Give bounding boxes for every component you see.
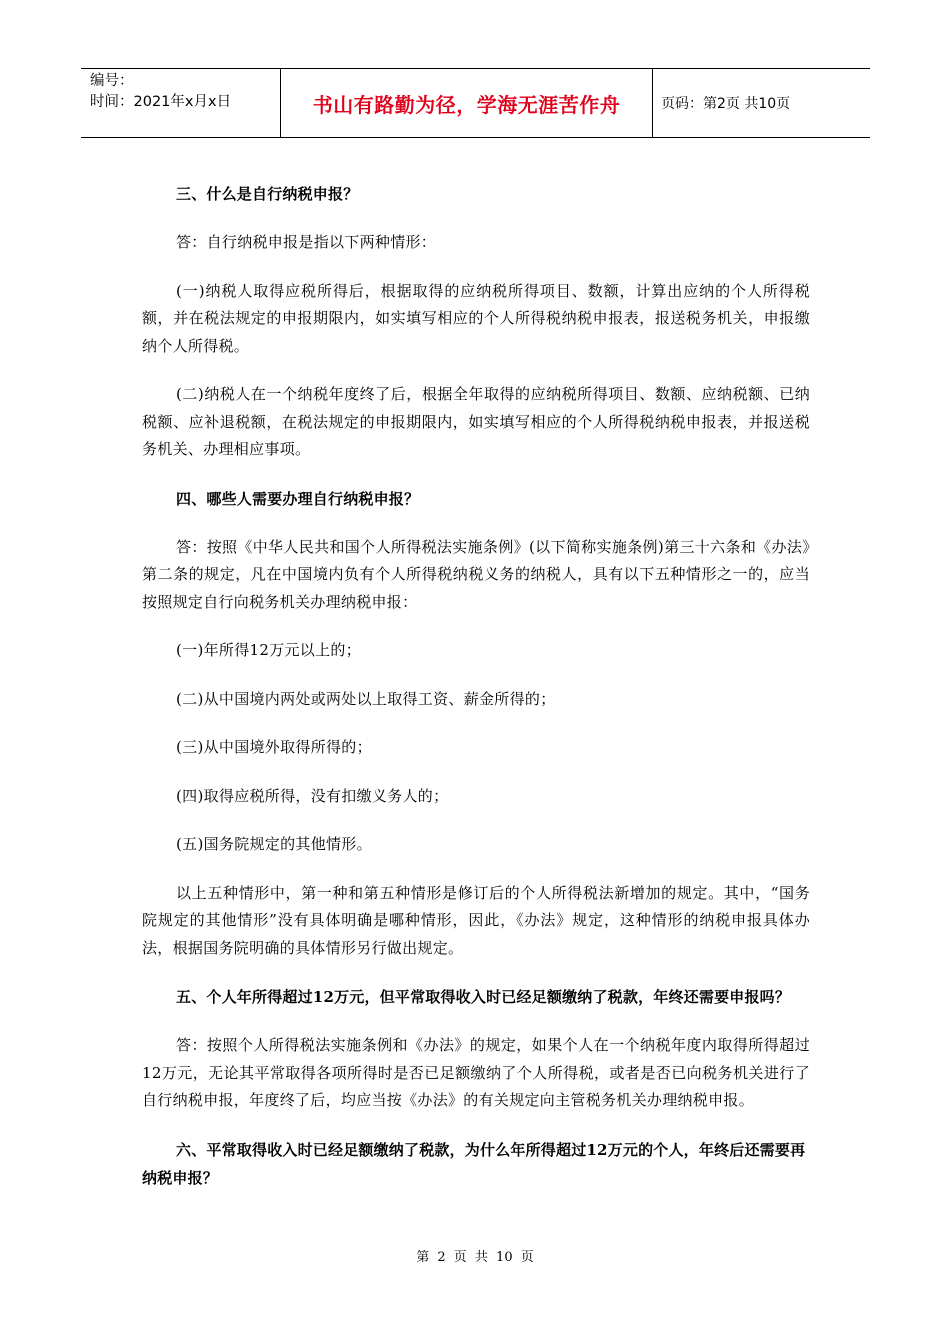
header-meta — [81, 69, 281, 137]
paragraph: (一)纳税人取得应税所得后，根据取得的应纳税所得项目、数额，计算出应纳的个人所得税额，并在税法规定的申报期限内，如实填写相应的个人所得税纳税申报表，报送税务机关，申报缴纳个人所得税。 — [142, 281, 810, 355]
time-label: 时间：2021年x月x日 — [90, 94, 232, 110]
number-label: 编号： — [90, 73, 134, 89]
paragraph: (二)从中国境内两处或两处以上取得工资、薪金所得的； — [176, 689, 556, 708]
question-heading: 五、个人年所得超过12万元，但平常取得收入时已经足额缴纳了税款，年终还需要申报吗？ — [176, 988, 791, 1006]
paragraph: 答：自行纳税申报是指以下两种情形： — [176, 233, 437, 251]
header-page-info: 页码：第2页 共10页 — [661, 96, 791, 112]
question-heading: 四、哪些人需要办理自行纳税申报？ — [176, 489, 420, 508]
document-body — [142, 180, 810, 1213]
paragraph: 答：按照《中华人民共和国个人所得税法实施条例》(以下简称实施条例)第三十六条和《办法》第二条的规定，凡在中国境内负有个人所得税纳税义务的纳税人，具有以下五种情形之一的，应当按照规定自行向税务机关办理纳税申报： — [142, 537, 810, 611]
paragraph: (一)年所得12万元以上的； — [176, 641, 361, 659]
paragraph: (四)取得应税所得，没有扣缴义务人的； — [176, 786, 449, 805]
page-footer: 第 2 页 共 10 页 — [416, 1250, 534, 1265]
paragraph: 以上五种情形中，第一种和第五种情形是修订后的个人所得税法新增加的规定。其中，“国务院规定的其他情形”没有具体明确是哪种情形，因此，《办法》规定，这种情形的纳税申报具体办法，根据国务院明确的具体情形另行做出规定。 — [142, 883, 810, 957]
question-heading: 六、平常取得收入时已经足额缴纳了税款，为什么年所得超过12万元的个人，年终后还需要再纳税申报？ — [142, 1140, 806, 1187]
header-motto: 书山有路勤为径，学海无涯苦作舟 — [281, 69, 653, 137]
question-heading: 三、什么是自行纳税申报？ — [176, 185, 359, 203]
paragraph: (三)从中国境外取得所得的； — [176, 738, 372, 756]
paragraph: 答：按照个人所得税法实施条例和《办法》的规定，如果个人在一个纳税年度内取得所得超过12万元，无论其平常取得各项所得时是否已足额缴纳了个人所得税，或者是否已向税务机关进行了自行纳税申报，年度终了后，均应当按《办法》的有关规定向主管税务机关办理纳税申报。 — [142, 1036, 810, 1109]
paragraph: (二)纳税人在一个纳税年度终了后，根据全年取得的应纳税所得项目、数额、应纳税额、已纳税额、应补退税额，在税法规定的申报期限内，如实填写相应的个人所得税纳税申报表，并报送税务机关、办理相应事项。 — [142, 385, 810, 458]
paragraph: (五)国务院规定的其他情形。 — [176, 835, 372, 853]
page-header — [81, 68, 870, 138]
